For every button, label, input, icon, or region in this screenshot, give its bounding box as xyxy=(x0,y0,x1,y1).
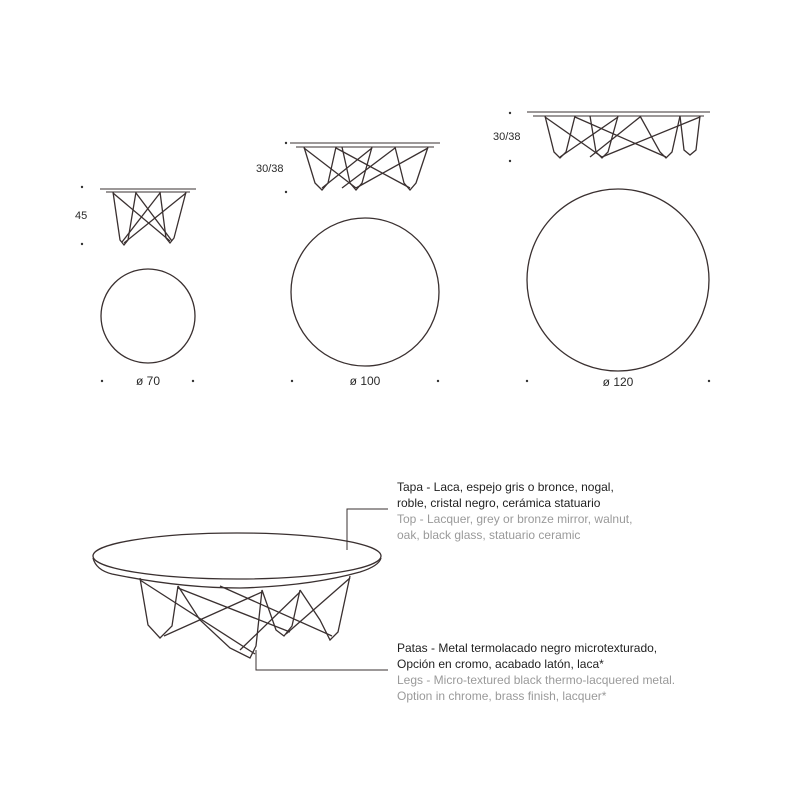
table-120-elevation xyxy=(527,112,710,158)
top-en-line-2: oak, black glass, statuario ceramic xyxy=(397,528,581,542)
table-120-plan xyxy=(527,189,709,371)
table-100-plan xyxy=(291,218,439,366)
height-label-120: 30/38 xyxy=(493,131,521,143)
diameter-label-70: ø 70 xyxy=(135,374,161,388)
top-leader-line xyxy=(347,509,388,550)
legs-en-line-2: Option in chrome, brass finish, lacquer* xyxy=(397,689,607,703)
legs-callout xyxy=(397,640,675,704)
table-70-plan xyxy=(101,269,195,363)
diameter-label-100: ø 100 xyxy=(349,374,381,388)
top-es-line-1: Tapa - Laca, espejo gris o bronce, nogal, xyxy=(397,480,614,494)
diameter-label-120: ø 120 xyxy=(602,375,634,389)
height-label-100: 30/38 xyxy=(256,163,284,175)
table-100-elevation xyxy=(290,143,440,190)
legs-es-line-1: Patas - Metal termolacado negro microtexturado, xyxy=(397,641,658,655)
table-perspective xyxy=(93,533,381,658)
top-es-line-2: roble, cristal negro, cerámica statuario xyxy=(397,496,601,510)
legs-es-line-2: Opción en cromo, acabado latón, laca* xyxy=(397,657,604,671)
legs-en-line-1: Legs - Micro-textured black thermo-lacquered metal. xyxy=(397,673,676,687)
table-70-elevation xyxy=(100,189,196,245)
top-en-line-1: Top - Lacquer, grey or bronze mirror, walnut, xyxy=(397,512,633,526)
height-label-70: 45 xyxy=(75,210,88,222)
top-callout xyxy=(397,479,632,543)
legs-leader-line xyxy=(256,650,388,670)
